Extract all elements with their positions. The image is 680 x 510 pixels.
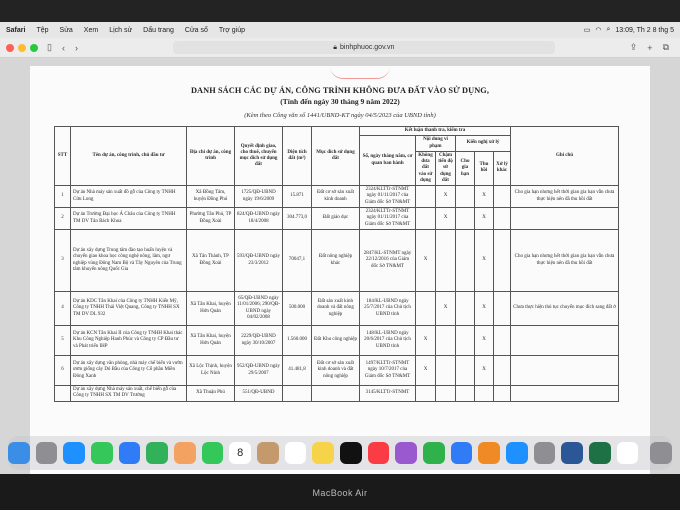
contacts-icon[interactable] (257, 442, 279, 464)
cell-area (283, 386, 312, 402)
cell-doc: 2324/KLTTr-STNMT ngày 01/11/2017 của Giám đốc Sở TN&MT (360, 208, 416, 230)
cell-v2: X (436, 292, 456, 326)
numbers-icon[interactable] (423, 442, 445, 464)
battery-icon[interactable]: ▭ (583, 27, 591, 34)
search-icon[interactable]: ⌕ (606, 26, 611, 33)
cell-note: Cho gia hạn nhưng hết thời gian gia hạn vẫn chưa thực hiện nên đã thu hồi đất (511, 230, 619, 292)
cell-stt: 2 (55, 208, 71, 230)
cell-purpose: Đất giáo dục (312, 208, 360, 230)
table-row (55, 292, 619, 326)
cell-decision: 65/QĐ-UBND ngày 11/01/2006; 290/QĐ-UBND ngày 04/02/2008 (235, 292, 283, 326)
cell-area: 1.560.000 (283, 326, 312, 356)
cell-purpose: Đất cơ sở sản xuất kinh doanh (312, 186, 360, 208)
pages-icon[interactable] (478, 442, 500, 464)
laptop-label: MacBook Air (312, 488, 368, 498)
maps-icon[interactable] (146, 442, 168, 464)
appstore-icon[interactable] (506, 442, 528, 464)
menu-safari[interactable]: Safari (6, 26, 26, 34)
table-row (55, 230, 619, 292)
cell-name: Dự án KCN Tân Khai II của Công ty TNHH Khai thác Khu Công Nghiệp Hanh Phúc và Công ty CP Đầu tư và Phát triển IHP (71, 326, 187, 356)
cell-note: Chưa thực hiện thủ tục chuyển mục đích sang đất ở (511, 292, 619, 326)
calendar-icon[interactable]: 8 (229, 442, 251, 464)
cell-address: Xã Đồng Tâm, huyện Đồng Phú (187, 186, 235, 208)
launchpad-icon[interactable] (36, 442, 58, 464)
settings-icon[interactable] (534, 442, 556, 464)
cell-address: Phường Tân Phú, TP Đồng Xoài (187, 208, 235, 230)
screen (0, 22, 680, 474)
cell-v1 (416, 292, 436, 326)
cell-v2: X (436, 208, 456, 230)
cell-v1: X (416, 356, 436, 386)
doc-title: DANH SÁCH CÁC DỰ ÁN, CÔNG TRÌNH KHÔNG ĐƯA ĐẤT VÀO SỬ DỤNG, (190, 86, 490, 95)
table-row (55, 186, 619, 208)
header-decision: Quyết định giao, cho thuê, chuyển mục đích sử dụng đất (235, 127, 283, 186)
lock-icon: 🔒︎ (333, 43, 338, 51)
chrome-icon[interactable] (617, 442, 639, 464)
cell-name: Dự án KDC Tân Khai của Công ty TNHH Kiến Mỹ, Công ty TNHH Thái Việt Quang, Công ty TNHH SX TM DV DL 932 (71, 292, 187, 326)
cell-v2: X (436, 186, 456, 208)
trash-icon[interactable] (650, 442, 672, 464)
cell-purpose: Đất cơ sở sản xuất kinh doanh và đất nông nghiệp (312, 356, 360, 386)
header-stt: STT (55, 127, 71, 186)
notes-icon[interactable] (312, 442, 334, 464)
header-h2: Thu hồi (475, 151, 494, 185)
cell-name: Dự án xây dựng văn phòng, nhà máy chế biến và vườn ươm giống cây Dó Bầu của Công ty Cổ phần Miền Đông Xanh (71, 356, 187, 386)
menu-window[interactable]: Cửa sổ (184, 26, 208, 34)
cell-h1 (456, 326, 475, 356)
cell-doc: 148/KL-UBND ngày 20/6/2017 của Chủ tịch UBND tỉnh (360, 326, 416, 356)
table-row (55, 326, 619, 356)
facetime-icon[interactable] (202, 442, 224, 464)
cell-h1 (456, 292, 475, 326)
new-tab-icon[interactable]: + (647, 42, 653, 53)
cell-doc: 2847/KL-STNMT ngày 22/12/2016 của Giám đốc Sở TN&MT (360, 230, 416, 292)
cell-decision: 2229/QĐ-UBND ngày 30/10/2007 (235, 326, 283, 356)
cell-h2: X (475, 230, 494, 292)
zoom-window-button[interactable] (30, 44, 38, 52)
document-page (30, 66, 650, 474)
cell-doc: 2324/KLTTr-STNMT ngày 01/11/2017 của Giám đốc Sở TN&MT (360, 186, 416, 208)
menu-file[interactable]: Tệp (36, 26, 49, 34)
cell-doc: 1497/KLTTr-STNMT ngày 10/7/2017 của Giám đốc Sở TN&MT (360, 356, 416, 386)
menu-help[interactable]: Trợ giúp (218, 26, 246, 34)
cell-v1: X (416, 230, 436, 292)
cell-h3 (494, 326, 511, 356)
cell-v1 (416, 386, 436, 402)
music-icon[interactable] (368, 442, 390, 464)
cell-decision: 952/QĐ-UBND ngày 29/5/2007 (235, 356, 283, 386)
doc-subtitle: (Tính đến ngày 30 tháng 9 năm 2022) (280, 97, 400, 106)
excel-icon[interactable] (589, 442, 611, 464)
cell-h3 (494, 186, 511, 208)
cell-purpose: Đất Khu công nghiệp (312, 326, 360, 356)
cell-address: Xã Lộc Thịnh, huyện Lộc Ninh (187, 356, 235, 386)
project-table (54, 126, 619, 402)
tab-overview-icon[interactable]: ⧉ (662, 42, 669, 52)
header-doc-no: Số, ngày tháng năm, cơ quan ban hành (360, 136, 416, 186)
cell-stt: 1 (55, 186, 71, 208)
cell-h3 (494, 230, 511, 292)
photos-icon[interactable] (174, 442, 196, 464)
table-row (55, 356, 619, 386)
cell-doc: 184/KL-UBND ngày 25/7/2017 của Chủ tịch UBND tỉnh (360, 292, 416, 326)
header-violation: Nội dung vi phạm (416, 136, 456, 152)
bezel-top (0, 0, 680, 22)
cell-area: 70047,1 (283, 230, 312, 292)
cell-name: Dự án Nhà máy sản xuất đồ gỗ của Công ty TNHH Cửu Long (71, 186, 187, 208)
cell-doc: 3145/KLTTr-STNMT (360, 386, 416, 402)
document-viewer[interactable] (0, 58, 680, 474)
cell-stt (55, 386, 71, 402)
close-window-button[interactable] (6, 44, 14, 52)
cell-decision: 1725/QĐ-UBND ngày 19/6/2009 (235, 186, 283, 208)
cell-note (511, 356, 619, 386)
word-icon[interactable] (561, 442, 583, 464)
browser-toolbar (0, 38, 680, 58)
cell-v1: X (416, 326, 436, 356)
cell-area: 304.773,0 (283, 208, 312, 230)
reminders-icon[interactable] (285, 442, 307, 464)
address-bar[interactable] (173, 41, 555, 54)
cell-area: 500.000 (283, 292, 312, 326)
tv-icon[interactable] (340, 442, 362, 464)
cell-address: Xã Tân Khai, huyện Hớn Quản (187, 326, 235, 356)
cell-h3 (494, 292, 511, 326)
cell-address: Xã Tân Khai, huyện Hớn Quản (187, 292, 235, 326)
forward-icon[interactable]: › (74, 42, 78, 53)
cell-name: Dự án xây dựng Trung tâm đào tạo huấn luyện và chuyển giao khoa học công nghệ nông, lâm, ngư nghiệp vùng Đông Nam Bộ và Tây Nguyên của Trung tâm khuyến nông Quốc Gia (71, 230, 187, 292)
cell-v2 (436, 326, 456, 356)
menu-history[interactable]: Lịch sử (109, 26, 133, 34)
cell-h2: X (475, 326, 494, 356)
header-purpose: Mục đích sử dụng đất (312, 127, 360, 186)
cell-stt: 4 (55, 292, 71, 326)
cell-v2 (436, 230, 456, 292)
cell-name: Dự án xây dựng Nhà máy sản xuất, chế biến gỗ của Công ty TNHH SX TM DV Trường (71, 386, 187, 402)
menu-bookmarks[interactable]: Dấu trang (143, 26, 174, 34)
menu-edit[interactable]: Sửa (59, 26, 73, 34)
cell-h2: X (475, 292, 494, 326)
cell-h1 (456, 186, 475, 208)
back-icon[interactable]: ‹ (61, 42, 65, 53)
cell-h1 (456, 208, 475, 230)
cell-note (511, 386, 619, 402)
cell-note (511, 208, 619, 230)
header-v2: Chậm tiến độ sử dụng đất (436, 151, 456, 185)
cell-purpose (312, 386, 360, 402)
cell-h1 (456, 356, 475, 386)
header-h1: Cho gia hạn (456, 151, 475, 185)
cell-decision: 593/QĐ-UBND ngày 23/3/2012 (235, 230, 283, 292)
table-row (55, 386, 619, 402)
header-h3: Xử lý khác (494, 151, 511, 185)
menu-bar (0, 22, 680, 38)
cell-h2: X (475, 208, 494, 230)
cell-note: Cho gia hạn nhưng hết thời gian gia hạn vẫn chưa thực hiện nên đã thu hồi đất (511, 186, 619, 208)
podcasts-icon[interactable] (395, 442, 417, 464)
doc-note: (Kèm theo Công văn số 1441/UBND-KT ngày 04/5/2023 của UBND tỉnh) (244, 112, 436, 119)
cell-area: 41.481,8 (283, 356, 312, 386)
cell-stt: 6 (55, 356, 71, 386)
share-icon[interactable]: ⇪ (629, 42, 638, 52)
cell-h3 (494, 386, 511, 402)
header-area: Diện tích đất (m²) (283, 127, 312, 186)
cell-h3 (494, 208, 511, 230)
mail-icon[interactable] (119, 442, 141, 464)
cell-h3 (494, 356, 511, 386)
cell-purpose: Đất sản xuất kinh doanh và đất nông nghiệp (312, 292, 360, 326)
cell-h2: X (475, 186, 494, 208)
cell-v1 (416, 186, 436, 208)
minimize-window-button[interactable] (18, 44, 26, 52)
header-inspection: Kết luận thanh tra, kiểm tra (360, 127, 511, 136)
cell-stt: 5 (55, 326, 71, 356)
header-address: Địa chỉ dự án, công trình (187, 127, 235, 186)
cell-stt: 3 (55, 230, 71, 292)
cell-decision: 824/QĐ-UBND ngày 18/4/2008 (235, 208, 283, 230)
cell-decision: 551/QĐ-UBND (235, 386, 283, 402)
safari-icon[interactable] (63, 442, 85, 464)
cell-note (511, 326, 619, 356)
menu-clock[interactable]: 13:09, Th 2 8 thg 5 (615, 26, 674, 34)
cell-address: Xã Thuận Phú (187, 386, 235, 402)
red-seal (330, 66, 390, 79)
cell-h2: X (475, 356, 494, 386)
table-row (55, 208, 619, 230)
header-name: Tên dự án, công trình, chủ đầu tư (71, 127, 187, 186)
header-notes: Ghi chú (511, 127, 619, 186)
header-handling: Kiến nghị xử lý (456, 136, 511, 152)
cell-area: 15.871 (283, 186, 312, 208)
cell-v2 (436, 386, 456, 402)
messages-icon[interactable] (91, 442, 113, 464)
cell-name: Dự án Trường Đại học Á Châu của Công ty TNHH TM DV Tân Bách Khoa (71, 208, 187, 230)
cell-address: Xã Tân Thành, TP Đồng Xoài (187, 230, 235, 292)
cell-h1 (456, 230, 475, 292)
cell-v1 (416, 208, 436, 230)
header-v1: Không đưa đất vào sử dụng (416, 151, 436, 185)
cell-v2 (436, 356, 456, 386)
url-text: binhphuoc.gov.vn (340, 44, 395, 51)
keynote-icon[interactable] (451, 442, 473, 464)
cell-h2 (475, 386, 494, 402)
cell-h1 (456, 386, 475, 402)
wifi-icon[interactable]: ◠ (595, 27, 602, 34)
cell-purpose: Đất nông nghiệp khác (312, 230, 360, 292)
menu-view[interactable]: Xem (83, 26, 99, 34)
finder-icon[interactable] (8, 442, 30, 464)
sidebar-icon[interactable]: ▯ (47, 42, 52, 52)
dock (8, 436, 672, 470)
